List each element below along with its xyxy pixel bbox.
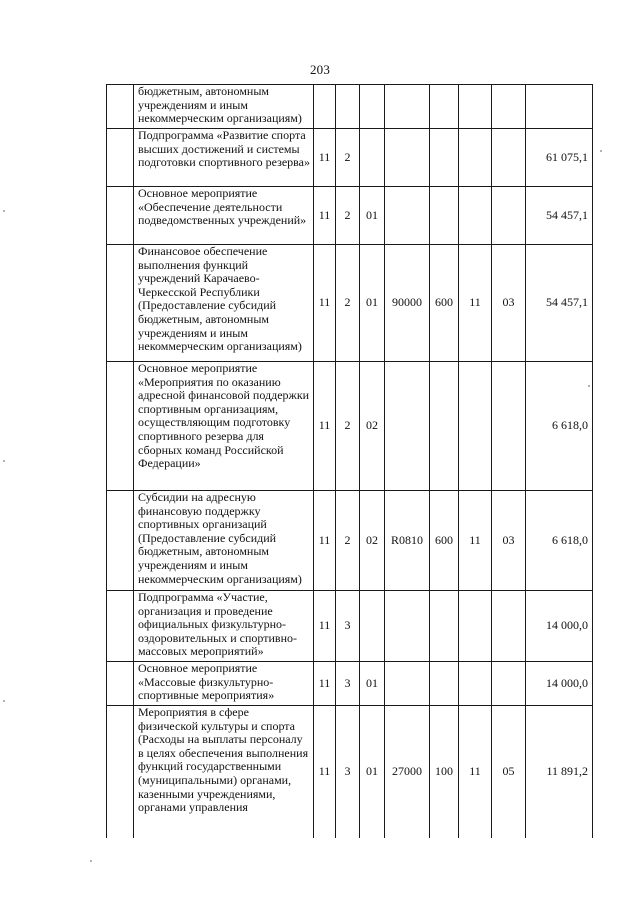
subprogram-code-cell: 2 xyxy=(336,129,360,187)
scan-speck xyxy=(90,860,92,862)
subprogram-code-cell: 3 xyxy=(336,662,360,706)
program-code-cell: 11 xyxy=(314,245,336,362)
direction-code-cell: 90000 xyxy=(385,245,430,362)
subsection-code-cell xyxy=(492,85,526,129)
section-code-cell: 11 xyxy=(459,245,492,362)
direction-code-cell xyxy=(385,591,430,662)
amount-cell: 54 457,1 xyxy=(526,187,593,245)
indent-cell xyxy=(107,187,134,245)
table-row xyxy=(107,187,593,245)
section-code-cell: 11 xyxy=(459,706,492,838)
section-code-cell xyxy=(459,85,492,129)
table-row xyxy=(107,491,593,591)
subsection-code-cell xyxy=(492,129,526,187)
subsection-code-cell xyxy=(492,591,526,662)
subprogram-code-cell: 2 xyxy=(336,245,360,362)
program-code-cell: 11 xyxy=(314,706,336,838)
scan-speck xyxy=(3,210,5,212)
program-code-cell: 11 xyxy=(314,362,336,491)
subprogram-code-cell xyxy=(336,85,360,129)
amount-cell: 61 075,1 xyxy=(526,129,593,187)
direction-code-cell xyxy=(385,85,430,129)
section-code-cell xyxy=(459,591,492,662)
indent-cell xyxy=(107,245,134,362)
subsection-code-cell xyxy=(492,662,526,706)
subsection-code-cell: 05 xyxy=(492,706,526,838)
expense-type-cell xyxy=(430,129,459,187)
table-row xyxy=(107,591,593,662)
subprogram-code-cell: 2 xyxy=(336,187,360,245)
direction-code-cell xyxy=(385,187,430,245)
main-activity-code-cell: 01 xyxy=(360,187,385,245)
item-name-cell: Основное мероприятие «Массовые физкультурно-спортивные мероприятия» xyxy=(134,662,314,706)
scan-speck xyxy=(3,700,5,702)
subprogram-code-cell: 2 xyxy=(336,491,360,591)
item-name-cell: Подпрограмма «Развитие спорта высших достижений и системы подготовки спортивного резерва» xyxy=(134,129,314,187)
expense-type-cell xyxy=(430,662,459,706)
amount-cell: 54 457,1 xyxy=(526,245,593,362)
table-row xyxy=(107,662,593,706)
table-row xyxy=(107,129,593,187)
expense-type-cell: 100 xyxy=(430,706,459,838)
item-name-cell: Субсидии на адресную финансовую поддержку спортивных организаций (Предоставление субсидий бюджетным, автономным учреждениям и иным некоммерческим организациям) xyxy=(134,491,314,591)
scan-speck xyxy=(600,150,602,152)
program-code-cell: 11 xyxy=(314,662,336,706)
expense-type-cell: 600 xyxy=(430,491,459,591)
expense-type-cell xyxy=(430,591,459,662)
direction-code-cell xyxy=(385,662,430,706)
amount-cell: 6 618,0 xyxy=(526,491,593,591)
expense-type-cell: 600 xyxy=(430,245,459,362)
subsection-code-cell: 03 xyxy=(492,245,526,362)
main-activity-code-cell: 01 xyxy=(360,662,385,706)
main-activity-code-cell: 02 xyxy=(360,362,385,491)
indent-cell xyxy=(107,491,134,591)
main-activity-code-cell xyxy=(360,85,385,129)
expense-type-cell xyxy=(430,187,459,245)
item-name-cell: Мероприятия в сфере физической культуры и спорта (Расходы на выплаты персоналу в целях обеспечения выполнения функций государственными (муниципальными) органами, казенными учреждениями, органами управления xyxy=(134,706,314,838)
table-row xyxy=(107,85,593,129)
item-name-cell: Финансовое обеспечение выполнения функций учреждений Карачаево-Черкесской Республики (Предоставление субсидий бюджетным, автономным учреждениям и иным некоммерческим организациям) xyxy=(134,245,314,362)
section-code-cell xyxy=(459,187,492,245)
amount-cell: 6 618,0 xyxy=(526,362,593,491)
item-name-cell: Основное мероприятие «Обеспечение деятельности подведомственных учреждений» xyxy=(134,187,314,245)
table-row xyxy=(107,362,593,491)
indent-cell xyxy=(107,706,134,838)
subsection-code-cell: 03 xyxy=(492,491,526,591)
program-code-cell: 11 xyxy=(314,491,336,591)
subprogram-code-cell: 3 xyxy=(336,706,360,838)
main-activity-code-cell xyxy=(360,591,385,662)
subsection-code-cell xyxy=(492,362,526,491)
main-activity-code-cell: 01 xyxy=(360,706,385,838)
scan-speck xyxy=(3,460,5,462)
expense-type-cell xyxy=(430,85,459,129)
amount-cell: 14 000,0 xyxy=(526,591,593,662)
main-activity-code-cell xyxy=(360,129,385,187)
indent-cell xyxy=(107,85,134,129)
page-number: 203 xyxy=(309,62,331,77)
section-code-cell xyxy=(459,662,492,706)
subsection-code-cell xyxy=(492,187,526,245)
indent-cell xyxy=(107,129,134,187)
indent-cell xyxy=(107,662,134,706)
table-row xyxy=(107,245,593,362)
amount-cell xyxy=(526,85,593,129)
item-name-cell: бюджетным, автономным учреждениям и иным некоммерческим организациям) xyxy=(134,85,314,129)
amount-cell: 14 000,0 xyxy=(526,662,593,706)
budget-table xyxy=(106,84,593,838)
indent-cell xyxy=(107,591,134,662)
program-code-cell: 11 xyxy=(314,129,336,187)
subprogram-code-cell: 2 xyxy=(336,362,360,491)
program-code-cell: 11 xyxy=(314,591,336,662)
direction-code-cell xyxy=(385,362,430,491)
scan-speck xyxy=(588,385,590,387)
direction-code-cell: 27000 xyxy=(385,706,430,838)
section-code-cell xyxy=(459,362,492,491)
main-activity-code-cell: 02 xyxy=(360,491,385,591)
program-code-cell: 11 xyxy=(314,187,336,245)
amount-cell: 11 891,2 xyxy=(526,706,593,838)
direction-code-cell: R0810 xyxy=(385,491,430,591)
section-code-cell: 11 xyxy=(459,491,492,591)
program-code-cell xyxy=(314,85,336,129)
section-code-cell xyxy=(459,129,492,187)
indent-cell xyxy=(107,362,134,491)
item-name-cell: Основное мероприятие «Мероприятия по оказанию адресной финансовой поддержки спортивным организациям, осуществляющим подготовку спортивного резерва для сборных команд Российской Федерации» xyxy=(134,362,314,491)
direction-code-cell xyxy=(385,129,430,187)
expense-type-cell xyxy=(430,362,459,491)
table-row xyxy=(107,706,593,838)
item-name-cell: Подпрограмма «Участие, организация и проведение официальных физкультурно-оздоровительных и спортивно-массовых мероприятий» xyxy=(134,591,314,662)
subprogram-code-cell: 3 xyxy=(336,591,360,662)
main-activity-code-cell: 01 xyxy=(360,245,385,362)
